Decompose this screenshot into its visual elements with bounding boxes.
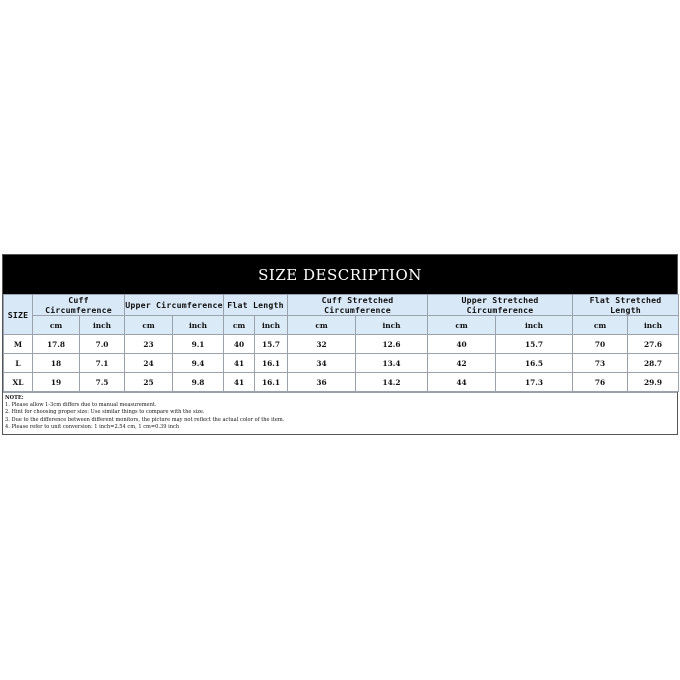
- group-header: Upper Circumference: [125, 295, 224, 316]
- table-cell: 19: [33, 373, 80, 392]
- table-cell: 73: [573, 354, 628, 373]
- table-cell: 12.6: [356, 335, 428, 354]
- size-column-header: SIZE: [4, 295, 33, 335]
- table-cell: 40: [428, 335, 496, 354]
- table-cell: 42: [428, 354, 496, 373]
- table-cell: 9.4: [173, 354, 224, 373]
- table-cell: 23: [125, 335, 173, 354]
- table-row: [4, 335, 679, 354]
- size-cell: M: [4, 335, 33, 354]
- unit-header: inch: [356, 316, 428, 335]
- table-cell: 17.3: [496, 373, 573, 392]
- notes-title: NOTE:: [5, 395, 24, 401]
- table-cell: 17.8: [33, 335, 80, 354]
- group-header: Cuff Stretched Circumference: [288, 295, 428, 316]
- size-table: [3, 294, 679, 392]
- group-header: Cuff Circumference: [33, 295, 125, 316]
- size-cell: XL: [4, 373, 33, 392]
- note-item: 3. Due to the difference between different monitors, the picture may not reflect the actual color of the item.: [5, 416, 285, 423]
- table-cell: 41: [224, 373, 255, 392]
- table-cell: 40: [224, 335, 255, 354]
- table-row: [4, 354, 679, 373]
- table-cell: 25: [125, 373, 173, 392]
- table-cell: 34: [288, 354, 356, 373]
- table-cell: 15.7: [496, 335, 573, 354]
- table-cell: 44: [428, 373, 496, 392]
- unit-header: inch: [628, 316, 679, 335]
- table-cell: 32: [288, 335, 356, 354]
- chart-title: SIZE DESCRIPTION: [258, 265, 422, 284]
- table-cell: 29.9: [628, 373, 679, 392]
- table-cell: 41: [224, 354, 255, 373]
- notes-section: [3, 392, 677, 434]
- unit-header: inch: [255, 316, 288, 335]
- table-cell: 13.4: [356, 354, 428, 373]
- table-cell: 14.2: [356, 373, 428, 392]
- table-cell: 24: [125, 354, 173, 373]
- table-cell: 15.7: [255, 335, 288, 354]
- table-cell: 18: [33, 354, 80, 373]
- unit-header: cm: [428, 316, 496, 335]
- unit-header: inch: [173, 316, 224, 335]
- unit-header: inch: [496, 316, 573, 335]
- table-cell: 16.1: [255, 354, 288, 373]
- group-header-row: [4, 295, 679, 316]
- table-cell: 28.7: [628, 354, 679, 373]
- table-cell: 9.1: [173, 335, 224, 354]
- table-cell: 7.5: [80, 373, 125, 392]
- table-cell: 16.5: [496, 354, 573, 373]
- group-header: Upper Stretched Circumference: [428, 295, 573, 316]
- unit-header: cm: [288, 316, 356, 335]
- unit-header: inch: [80, 316, 125, 335]
- chart-title-bar: [3, 255, 677, 294]
- size-chart: [2, 254, 678, 435]
- size-cell: L: [4, 354, 33, 373]
- unit-header: cm: [224, 316, 255, 335]
- note-item: 2. Hint for choosing proper size: Use similar things to compare with the size.: [5, 409, 205, 416]
- table-cell: 36: [288, 373, 356, 392]
- unit-header: cm: [33, 316, 80, 335]
- group-header: Flat Length: [224, 295, 288, 316]
- table-cell: 27.6: [628, 335, 679, 354]
- table-cell: 76: [573, 373, 628, 392]
- unit-header: cm: [125, 316, 173, 335]
- group-header: Flat Stretched Length: [573, 295, 679, 316]
- note-item: 4. Please refer to unit conversion: 1 inch=2.54 cm, 1 cm=0.39 inch: [5, 423, 180, 430]
- note-item: 1. Please allow 1-3cm differs due to manual measurement.: [5, 402, 157, 409]
- table-cell: 9.8: [173, 373, 224, 392]
- table-row: [4, 373, 679, 392]
- table-cell: 7.1: [80, 354, 125, 373]
- unit-header-row: [4, 316, 679, 335]
- unit-header: cm: [573, 316, 628, 335]
- table-cell: 16.1: [255, 373, 288, 392]
- table-cell: 70: [573, 335, 628, 354]
- table-cell: 7.0: [80, 335, 125, 354]
